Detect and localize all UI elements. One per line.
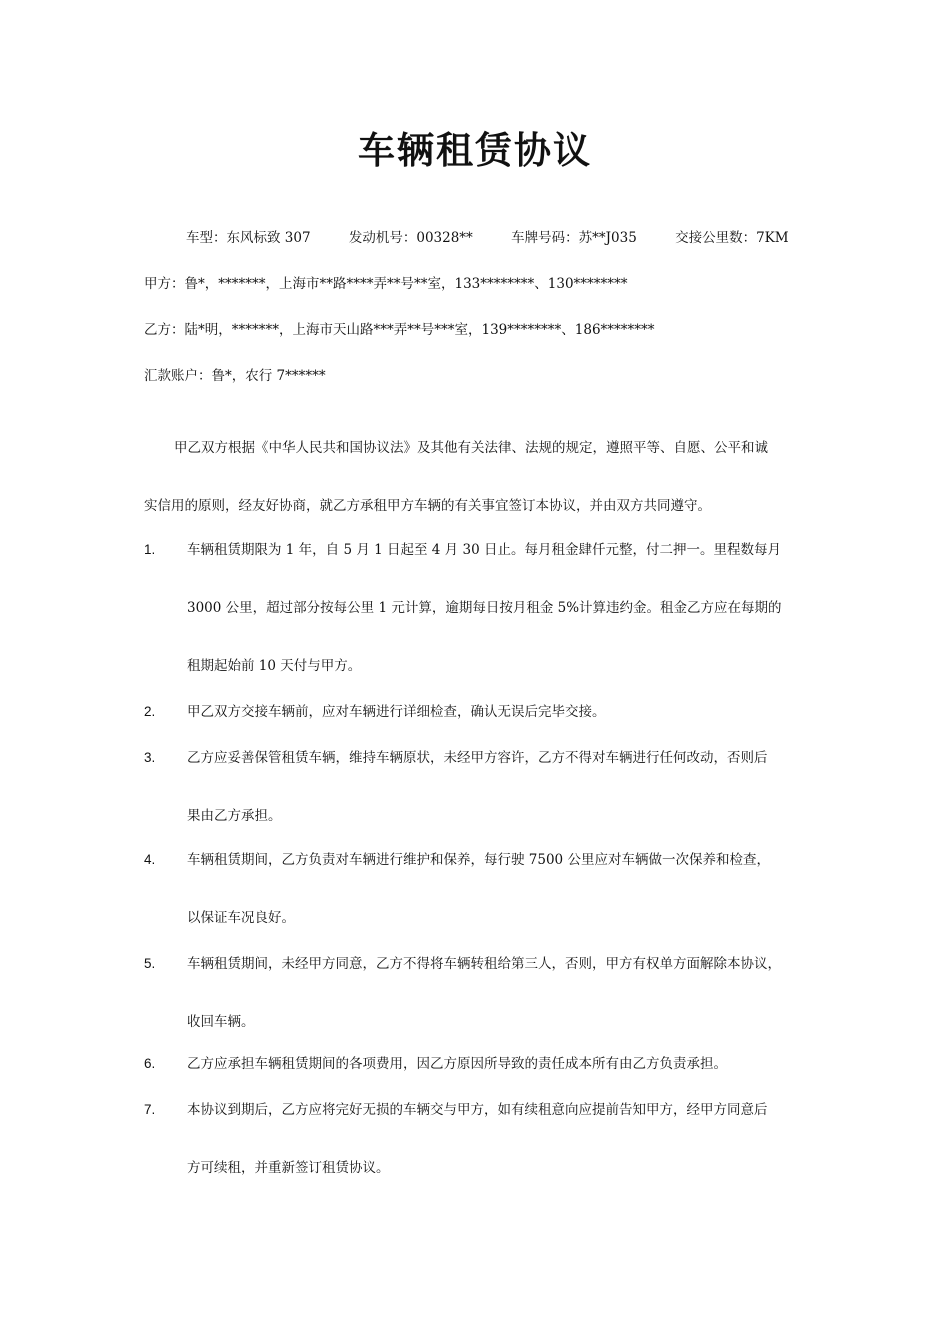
clause-line: 甲乙双方交接车辆前，应对车辆进行详细检查，确认无误后完毕交接。 (187, 704, 606, 720)
preamble-line: 甲乙双方根据《中华人民共和国协议法》及其他有关法律、法规的规定，遵照平等、自愿、公平和诚 (174, 440, 768, 456)
clause-line: 本协议到期后，乙方应将完好无损的车辆交与甲方，如有续租意向应提前告知甲方，经甲方同意后 (187, 1102, 768, 1118)
clause-line: 车辆租赁期间，乙方负责对车辆进行维护和保养，每行驶 7500 公里应对车辆做一次保养和检查， (187, 852, 770, 868)
party-a-info: 甲方：鲁*，*******，上海市**路****弄**号**室，133********、130******** (144, 276, 628, 292)
engine-number: 发动机号：00328** (348, 230, 473, 246)
clause-line: 车辆租赁期间，未经甲方同意，乙方不得将车辆转租给第三人，否则，甲方有权单方面解除本协议， (187, 956, 781, 972)
vehicle-info-row (186, 228, 823, 248)
clause-line: 以保证车况良好。 (187, 910, 295, 926)
clause-number: 4. (144, 852, 156, 867)
clause-line: 方可续租，并重新签订租赁协议。 (187, 1160, 390, 1176)
clause-number: 1. (144, 542, 156, 557)
clause-line: 果由乙方承担。 (187, 808, 282, 824)
clause-line: 3000 公里，超过部分按每公里 1 元计算，逾期每日按月租金 5%计算违约金。租金乙方应在每期的 (187, 600, 782, 616)
clause-number: 6. (144, 1056, 156, 1071)
clause-number: 5. (144, 956, 156, 971)
clause-number: 7. (144, 1102, 156, 1117)
clause-line: 收回车辆。 (187, 1014, 255, 1030)
clause-line: 乙方应承担车辆租赁期间的各项费用，因乙方原因所导致的责任成本所有由乙方负责承担。 (187, 1056, 727, 1072)
handover-mileage: 交接公里数：7KM (675, 230, 789, 246)
vehicle-model: 车型：东风标致 307 (186, 230, 311, 246)
preamble-line: 实信用的原则，经友好协商，就乙方承租甲方车辆的有关事宜签订本协议，并由双方共同遵守。 (144, 498, 711, 514)
clause-line: 乙方应妥善保管租赁车辆，维持车辆原状，未经甲方容许，乙方不得对车辆进行任何改动，否则后 (187, 750, 768, 766)
clause-line: 租期起始前 10 天付与甲方。 (187, 658, 362, 674)
clause-number: 2. (144, 704, 156, 719)
payment-account: 汇款账户：鲁*，农行 7****** (144, 368, 326, 384)
party-b-info: 乙方：陆*明，*******，上海市天山路***弄**号***室，139********、186******** (144, 322, 655, 338)
clause-number: 3. (144, 750, 156, 765)
document-title: 车辆租赁协议 (358, 129, 592, 172)
clause-line: 车辆租赁期限为 1 年，自 5 月 1 日起至 4 月 30 日止。每月租金肆仟元整，付二押一。里程数每月 (187, 542, 781, 558)
plate-number: 车牌号码：苏**J035 (511, 230, 637, 246)
